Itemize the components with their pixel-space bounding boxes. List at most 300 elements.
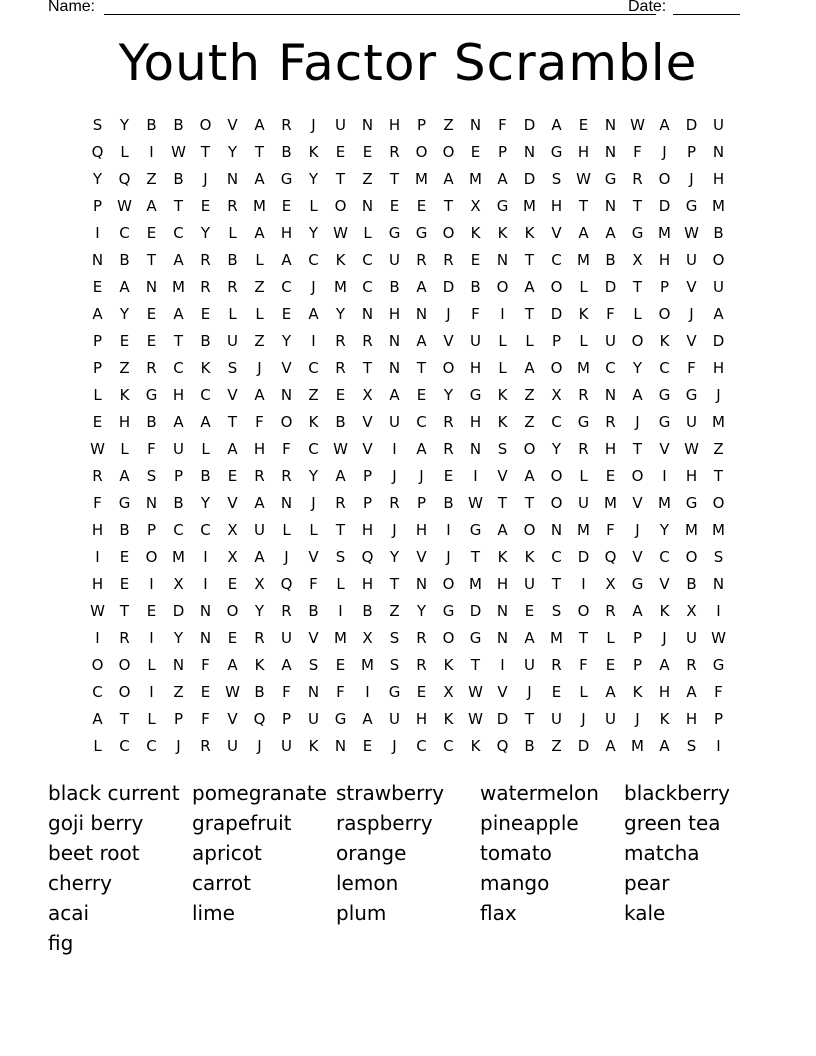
grid-letter[interactable]: U bbox=[605, 332, 616, 350]
grid-letter[interactable]: H bbox=[91, 575, 104, 593]
grid-letter[interactable]: E bbox=[335, 656, 346, 674]
grid-letter[interactable]: G bbox=[118, 494, 131, 512]
grid-letter[interactable]: X bbox=[443, 683, 454, 701]
grid-letter[interactable]: J bbox=[392, 521, 397, 539]
grid-letter[interactable]: B bbox=[335, 413, 346, 431]
grid-letter[interactable]: K bbox=[335, 251, 346, 269]
grid-letter[interactable]: X bbox=[362, 629, 373, 647]
grid-letter[interactable]: K bbox=[659, 332, 670, 350]
grid-letter[interactable]: R bbox=[281, 467, 292, 485]
grid-letter[interactable]: E bbox=[281, 197, 292, 215]
grid-letter[interactable]: T bbox=[632, 278, 643, 296]
grid-letter[interactable]: I bbox=[716, 737, 721, 755]
grid-letter[interactable]: O bbox=[523, 440, 536, 458]
grid-letter[interactable]: L bbox=[228, 224, 237, 242]
grid-letter[interactable]: D bbox=[604, 278, 617, 296]
grid-letter[interactable]: K bbox=[497, 413, 508, 431]
grid-letter[interactable]: L bbox=[120, 143, 129, 161]
grid-letter[interactable]: M bbox=[469, 575, 482, 593]
grid-letter[interactable]: D bbox=[712, 332, 725, 350]
grid-letter[interactable]: T bbox=[470, 656, 481, 674]
grid-letter[interactable]: A bbox=[254, 548, 265, 566]
grid-letter[interactable]: I bbox=[446, 521, 451, 539]
grid-letter[interactable]: O bbox=[550, 359, 563, 377]
grid-letter[interactable]: C bbox=[308, 251, 319, 269]
grid-letter[interactable]: T bbox=[632, 197, 643, 215]
grid-letter[interactable]: Y bbox=[200, 494, 211, 512]
grid-letter[interactable]: N bbox=[388, 359, 401, 377]
grid-letter[interactable]: G bbox=[658, 413, 671, 431]
grid-letter[interactable]: R bbox=[200, 278, 211, 296]
grid-letter[interactable]: R bbox=[119, 629, 130, 647]
grid-letter[interactable]: M bbox=[469, 170, 482, 188]
grid-letter[interactable]: E bbox=[119, 548, 130, 566]
grid-letter[interactable]: A bbox=[146, 197, 157, 215]
grid-letter[interactable]: M bbox=[712, 521, 725, 539]
grid-letter[interactable]: W bbox=[90, 602, 105, 620]
grid-letter[interactable]: I bbox=[311, 332, 316, 350]
grid-letter[interactable]: T bbox=[200, 143, 211, 161]
grid-letter[interactable]: P bbox=[416, 494, 427, 512]
grid-letter[interactable]: N bbox=[280, 386, 293, 404]
grid-letter[interactable]: A bbox=[227, 440, 238, 458]
grid-letter[interactable]: Y bbox=[173, 629, 184, 647]
grid-letter[interactable]: J bbox=[257, 737, 262, 755]
grid-letter[interactable]: R bbox=[335, 332, 346, 350]
grid-letter[interactable]: K bbox=[119, 386, 130, 404]
grid-letter[interactable]: Z bbox=[254, 332, 265, 350]
grid-letter[interactable]: W bbox=[468, 683, 483, 701]
grid-letter[interactable]: B bbox=[389, 278, 400, 296]
grid-letter[interactable]: O bbox=[442, 143, 455, 161]
grid-letter[interactable]: U bbox=[254, 521, 265, 539]
grid-letter[interactable]: O bbox=[685, 548, 698, 566]
grid-letter[interactable]: W bbox=[630, 116, 645, 134]
grid-letter[interactable]: I bbox=[95, 224, 100, 242]
grid-letter[interactable]: Y bbox=[632, 359, 643, 377]
grid-letter[interactable]: G bbox=[496, 197, 509, 215]
grid-letter[interactable]: C bbox=[362, 278, 373, 296]
grid-letter[interactable]: E bbox=[119, 575, 130, 593]
grid-letter[interactable]: K bbox=[200, 359, 211, 377]
grid-letter[interactable]: S bbox=[551, 170, 562, 188]
grid-letter[interactable]: E bbox=[227, 629, 238, 647]
grid-letter[interactable]: E bbox=[119, 332, 130, 350]
grid-letter[interactable]: I bbox=[581, 575, 586, 593]
grid-letter[interactable]: T bbox=[119, 602, 130, 620]
grid-letter[interactable]: F bbox=[201, 710, 210, 728]
grid-letter[interactable]: O bbox=[631, 467, 644, 485]
grid-letter[interactable]: T bbox=[524, 494, 535, 512]
grid-letter[interactable]: S bbox=[551, 602, 562, 620]
grid-letter[interactable]: L bbox=[498, 332, 507, 350]
grid-letter[interactable]: C bbox=[659, 548, 670, 566]
grid-letter[interactable]: W bbox=[225, 683, 240, 701]
grid-letter[interactable]: G bbox=[577, 413, 590, 431]
grid-letter[interactable]: R bbox=[281, 602, 292, 620]
grid-letter[interactable]: E bbox=[470, 143, 481, 161]
grid-letter[interactable]: J bbox=[284, 548, 289, 566]
grid-letter[interactable]: N bbox=[469, 440, 482, 458]
grid-letter[interactable]: A bbox=[254, 494, 265, 512]
grid-letter[interactable]: A bbox=[632, 386, 643, 404]
grid-letter[interactable]: O bbox=[658, 170, 671, 188]
grid-letter[interactable]: L bbox=[93, 386, 102, 404]
grid-letter[interactable]: D bbox=[442, 278, 455, 296]
grid-letter[interactable]: Z bbox=[443, 116, 454, 134]
grid-letter[interactable]: P bbox=[146, 521, 157, 539]
grid-letter[interactable]: G bbox=[469, 629, 482, 647]
grid-letter[interactable]: C bbox=[146, 737, 157, 755]
grid-letter[interactable]: C bbox=[92, 683, 103, 701]
grid-letter[interactable]: Z bbox=[308, 386, 319, 404]
grid-letter[interactable]: B bbox=[146, 116, 157, 134]
grid-letter[interactable]: Z bbox=[119, 359, 130, 377]
grid-letter[interactable]: O bbox=[442, 359, 455, 377]
grid-letter[interactable]: H bbox=[496, 575, 509, 593]
grid-letter[interactable]: A bbox=[713, 305, 724, 323]
grid-letter[interactable]: F bbox=[633, 143, 642, 161]
grid-letter[interactable]: Q bbox=[604, 548, 617, 566]
grid-letter[interactable]: R bbox=[281, 116, 292, 134]
grid-letter[interactable]: J bbox=[689, 170, 694, 188]
grid-letter[interactable]: G bbox=[442, 602, 455, 620]
grid-letter[interactable]: P bbox=[686, 143, 697, 161]
grid-letter[interactable]: F bbox=[606, 521, 615, 539]
grid-letter[interactable]: H bbox=[604, 440, 617, 458]
grid-letter[interactable]: O bbox=[145, 548, 158, 566]
grid-letter[interactable]: M bbox=[685, 521, 698, 539]
grid-letter[interactable]: D bbox=[469, 602, 482, 620]
grid-letter[interactable]: I bbox=[500, 656, 505, 674]
grid-letter[interactable]: R bbox=[443, 413, 454, 431]
grid-letter[interactable]: V bbox=[362, 413, 373, 431]
grid-letter[interactable]: F bbox=[606, 305, 615, 323]
grid-letter[interactable]: A bbox=[254, 170, 265, 188]
grid-letter[interactable]: P bbox=[281, 710, 292, 728]
grid-letter[interactable]: U bbox=[524, 656, 535, 674]
grid-letter[interactable]: E bbox=[524, 602, 535, 620]
grid-letter[interactable]: M bbox=[577, 521, 590, 539]
grid-letter[interactable]: H bbox=[577, 143, 590, 161]
grid-letter[interactable]: N bbox=[604, 143, 617, 161]
grid-letter[interactable]: E bbox=[146, 224, 157, 242]
grid-letter[interactable]: I bbox=[203, 575, 208, 593]
name-blank-line[interactable] bbox=[104, 14, 656, 15]
grid-letter[interactable]: B bbox=[173, 170, 184, 188]
grid-letter[interactable]: X bbox=[173, 575, 184, 593]
grid-letter[interactable]: N bbox=[415, 305, 428, 323]
grid-letter[interactable]: R bbox=[416, 629, 427, 647]
grid-letter[interactable]: M bbox=[658, 224, 671, 242]
grid-letter[interactable]: V bbox=[416, 548, 427, 566]
grid-letter[interactable]: P bbox=[416, 116, 427, 134]
grid-letter[interactable]: Y bbox=[308, 224, 319, 242]
grid-letter[interactable]: O bbox=[550, 494, 563, 512]
grid-letter[interactable]: E bbox=[470, 251, 481, 269]
grid-letter[interactable]: H bbox=[253, 440, 266, 458]
grid-letter[interactable]: A bbox=[578, 224, 589, 242]
grid-letter[interactable]: J bbox=[392, 737, 397, 755]
grid-letter[interactable]: E bbox=[443, 467, 454, 485]
grid-letter[interactable]: W bbox=[117, 197, 132, 215]
grid-letter[interactable]: U bbox=[470, 332, 481, 350]
grid-letter[interactable]: U bbox=[281, 629, 292, 647]
grid-letter[interactable]: R bbox=[254, 629, 265, 647]
grid-letter[interactable]: U bbox=[713, 278, 724, 296]
grid-letter[interactable]: D bbox=[550, 305, 563, 323]
grid-letter[interactable]: O bbox=[118, 683, 131, 701]
grid-letter[interactable]: Q bbox=[496, 737, 509, 755]
grid-letter[interactable]: G bbox=[685, 494, 698, 512]
grid-letter[interactable]: G bbox=[550, 143, 563, 161]
grid-letter[interactable]: R bbox=[389, 494, 400, 512]
grid-letter[interactable]: E bbox=[227, 575, 238, 593]
grid-letter[interactable]: V bbox=[281, 359, 292, 377]
grid-letter[interactable]: C bbox=[173, 521, 184, 539]
grid-letter[interactable]: W bbox=[576, 170, 591, 188]
grid-letter[interactable]: I bbox=[716, 602, 721, 620]
grid-letter[interactable]: B bbox=[173, 494, 184, 512]
grid-letter[interactable]: R bbox=[335, 359, 346, 377]
grid-letter[interactable]: X bbox=[632, 251, 643, 269]
grid-letter[interactable]: W bbox=[684, 224, 699, 242]
grid-letter[interactable]: H bbox=[469, 413, 482, 431]
grid-letter[interactable]: U bbox=[524, 575, 535, 593]
grid-letter[interactable]: L bbox=[282, 521, 291, 539]
grid-letter[interactable]: A bbox=[551, 116, 562, 134]
grid-letter[interactable]: S bbox=[713, 548, 724, 566]
grid-letter[interactable]: N bbox=[469, 116, 482, 134]
grid-letter[interactable]: G bbox=[469, 521, 482, 539]
grid-letter[interactable]: T bbox=[524, 251, 535, 269]
grid-letter[interactable]: G bbox=[388, 683, 401, 701]
grid-letter[interactable]: L bbox=[579, 467, 588, 485]
grid-letter[interactable]: F bbox=[687, 359, 696, 377]
grid-letter[interactable]: V bbox=[551, 224, 562, 242]
grid-letter[interactable]: K bbox=[578, 305, 589, 323]
grid-letter[interactable]: N bbox=[712, 143, 725, 161]
grid-letter[interactable]: K bbox=[443, 710, 454, 728]
grid-letter[interactable]: F bbox=[498, 116, 507, 134]
grid-letter[interactable]: E bbox=[335, 386, 346, 404]
grid-letter[interactable]: D bbox=[496, 710, 509, 728]
grid-letter[interactable]: C bbox=[308, 440, 319, 458]
grid-letter[interactable]: J bbox=[662, 143, 667, 161]
grid-letter[interactable]: Y bbox=[416, 602, 427, 620]
grid-letter[interactable]: B bbox=[605, 251, 616, 269]
grid-letter[interactable]: A bbox=[524, 278, 535, 296]
grid-letter[interactable]: B bbox=[362, 602, 373, 620]
grid-letter[interactable]: Z bbox=[524, 413, 535, 431]
grid-letter[interactable]: H bbox=[712, 170, 725, 188]
grid-letter[interactable]: M bbox=[712, 413, 725, 431]
grid-letter[interactable]: G bbox=[334, 710, 347, 728]
grid-letter[interactable]: H bbox=[361, 521, 374, 539]
grid-letter[interactable]: U bbox=[686, 629, 697, 647]
grid-letter[interactable]: C bbox=[173, 359, 184, 377]
grid-letter[interactable]: T bbox=[578, 197, 589, 215]
grid-letter[interactable]: B bbox=[119, 251, 130, 269]
grid-letter[interactable]: X bbox=[254, 575, 265, 593]
grid-letter[interactable]: N bbox=[604, 116, 617, 134]
grid-letter[interactable]: B bbox=[200, 332, 211, 350]
grid-letter[interactable]: E bbox=[146, 602, 157, 620]
grid-letter[interactable]: P bbox=[362, 467, 373, 485]
grid-letter[interactable]: Z bbox=[524, 386, 535, 404]
grid-letter[interactable]: M bbox=[712, 197, 725, 215]
grid-letter[interactable]: Z bbox=[254, 278, 265, 296]
grid-letter[interactable]: J bbox=[635, 413, 640, 431]
grid-letter[interactable]: J bbox=[392, 467, 397, 485]
grid-letter[interactable]: R bbox=[551, 656, 562, 674]
grid-letter[interactable]: M bbox=[253, 197, 266, 215]
grid-letter[interactable]: U bbox=[173, 440, 184, 458]
grid-letter[interactable]: Y bbox=[92, 170, 103, 188]
grid-letter[interactable]: M bbox=[577, 251, 590, 269]
grid-letter[interactable]: A bbox=[605, 737, 616, 755]
grid-letter[interactable]: O bbox=[442, 629, 455, 647]
grid-letter[interactable]: A bbox=[119, 278, 130, 296]
grid-letter[interactable]: M bbox=[172, 278, 185, 296]
grid-letter[interactable]: J bbox=[635, 521, 640, 539]
grid-letter[interactable]: B bbox=[308, 602, 319, 620]
grid-letter[interactable]: K bbox=[659, 710, 670, 728]
grid-letter[interactable]: F bbox=[201, 656, 210, 674]
grid-letter[interactable]: L bbox=[579, 278, 588, 296]
grid-letter[interactable]: X bbox=[605, 575, 616, 593]
grid-letter[interactable]: V bbox=[632, 548, 643, 566]
grid-letter[interactable]: A bbox=[659, 737, 670, 755]
grid-letter[interactable]: S bbox=[335, 548, 346, 566]
grid-letter[interactable]: T bbox=[416, 359, 427, 377]
grid-letter[interactable]: Y bbox=[443, 386, 454, 404]
grid-letter[interactable]: P bbox=[659, 278, 670, 296]
grid-letter[interactable]: K bbox=[524, 548, 535, 566]
grid-letter[interactable]: Q bbox=[118, 170, 131, 188]
grid-letter[interactable]: K bbox=[659, 602, 670, 620]
grid-letter[interactable]: T bbox=[119, 710, 130, 728]
grid-letter[interactable]: Z bbox=[362, 170, 373, 188]
date-blank-line[interactable] bbox=[673, 14, 740, 15]
grid-letter[interactable]: C bbox=[443, 737, 454, 755]
grid-letter[interactable]: J bbox=[176, 737, 181, 755]
grid-letter[interactable]: U bbox=[308, 710, 319, 728]
grid-letter[interactable]: B bbox=[443, 494, 454, 512]
grid-letter[interactable]: E bbox=[362, 143, 373, 161]
grid-letter[interactable]: N bbox=[604, 197, 617, 215]
grid-letter[interactable]: O bbox=[415, 143, 428, 161]
grid-letter[interactable]: O bbox=[550, 278, 563, 296]
grid-letter[interactable]: T bbox=[497, 494, 508, 512]
grid-letter[interactable]: K bbox=[470, 224, 481, 242]
grid-letter[interactable]: I bbox=[500, 305, 505, 323]
grid-letter[interactable]: H bbox=[118, 413, 131, 431]
grid-letter[interactable]: K bbox=[497, 224, 508, 242]
grid-letter[interactable]: V bbox=[443, 332, 454, 350]
grid-letter[interactable]: R bbox=[227, 197, 238, 215]
grid-letter[interactable]: I bbox=[338, 602, 343, 620]
grid-letter[interactable]: L bbox=[633, 305, 642, 323]
grid-letter[interactable]: F bbox=[147, 440, 156, 458]
grid-letter[interactable]: L bbox=[201, 440, 210, 458]
grid-letter[interactable]: C bbox=[200, 386, 211, 404]
grid-letter[interactable]: O bbox=[91, 656, 104, 674]
grid-letter[interactable]: N bbox=[415, 575, 428, 593]
grid-letter[interactable]: N bbox=[361, 197, 374, 215]
grid-letter[interactable]: A bbox=[416, 278, 427, 296]
grid-letter[interactable]: R bbox=[389, 143, 400, 161]
grid-letter[interactable]: A bbox=[173, 251, 184, 269]
grid-letter[interactable]: R bbox=[632, 170, 643, 188]
grid-letter[interactable]: L bbox=[93, 737, 102, 755]
grid-letter[interactable]: V bbox=[227, 710, 238, 728]
grid-letter[interactable]: V bbox=[686, 278, 697, 296]
grid-letter[interactable]: A bbox=[524, 467, 535, 485]
grid-letter[interactable]: V bbox=[632, 494, 643, 512]
grid-letter[interactable]: M bbox=[523, 197, 536, 215]
grid-letter[interactable]: Z bbox=[389, 602, 400, 620]
grid-letter[interactable]: A bbox=[443, 170, 454, 188]
grid-letter[interactable]: W bbox=[171, 143, 186, 161]
grid-letter[interactable]: Z bbox=[173, 683, 184, 701]
grid-letter[interactable]: M bbox=[631, 737, 644, 755]
grid-letter[interactable]: Y bbox=[281, 332, 292, 350]
grid-letter[interactable]: R bbox=[200, 737, 211, 755]
grid-letter[interactable]: D bbox=[658, 197, 671, 215]
grid-letter[interactable]: A bbox=[281, 251, 292, 269]
grid-letter[interactable]: P bbox=[92, 332, 103, 350]
grid-letter[interactable]: E bbox=[578, 116, 589, 134]
grid-letter[interactable]: B bbox=[146, 413, 157, 431]
grid-letter[interactable]: R bbox=[335, 494, 346, 512]
grid-letter[interactable]: A bbox=[389, 386, 400, 404]
grid-letter[interactable]: O bbox=[226, 602, 239, 620]
grid-letter[interactable]: K bbox=[470, 737, 481, 755]
grid-letter[interactable]: I bbox=[203, 548, 208, 566]
grid-letter[interactable]: P bbox=[713, 710, 724, 728]
grid-letter[interactable]: G bbox=[469, 386, 482, 404]
grid-letter[interactable]: J bbox=[716, 386, 721, 404]
grid-letter[interactable]: C bbox=[551, 413, 562, 431]
grid-letter[interactable]: I bbox=[149, 629, 154, 647]
grid-letter[interactable]: K bbox=[497, 386, 508, 404]
grid-letter[interactable]: S bbox=[92, 116, 103, 134]
grid-letter[interactable]: O bbox=[523, 521, 536, 539]
grid-letter[interactable]: W bbox=[333, 224, 348, 242]
grid-letter[interactable]: Y bbox=[200, 224, 211, 242]
grid-letter[interactable]: B bbox=[200, 467, 211, 485]
grid-letter[interactable]: E bbox=[200, 197, 211, 215]
grid-letter[interactable]: V bbox=[497, 683, 508, 701]
grid-letter[interactable]: W bbox=[90, 440, 105, 458]
grid-letter[interactable]: S bbox=[686, 737, 697, 755]
grid-letter[interactable]: L bbox=[498, 359, 507, 377]
grid-letter[interactable]: A bbox=[92, 710, 103, 728]
grid-letter[interactable]: B bbox=[227, 251, 238, 269]
grid-letter[interactable]: O bbox=[199, 116, 212, 134]
grid-letter[interactable]: R bbox=[443, 251, 454, 269]
grid-letter[interactable]: Y bbox=[119, 305, 130, 323]
grid-letter[interactable]: T bbox=[389, 575, 400, 593]
grid-letter[interactable]: N bbox=[604, 386, 617, 404]
grid-letter[interactable]: I bbox=[662, 467, 667, 485]
grid-letter[interactable]: R bbox=[443, 440, 454, 458]
grid-letter[interactable]: R bbox=[605, 413, 616, 431]
grid-letter[interactable]: E bbox=[281, 305, 292, 323]
grid-letter[interactable]: O bbox=[658, 305, 671, 323]
grid-letter[interactable]: N bbox=[361, 116, 374, 134]
